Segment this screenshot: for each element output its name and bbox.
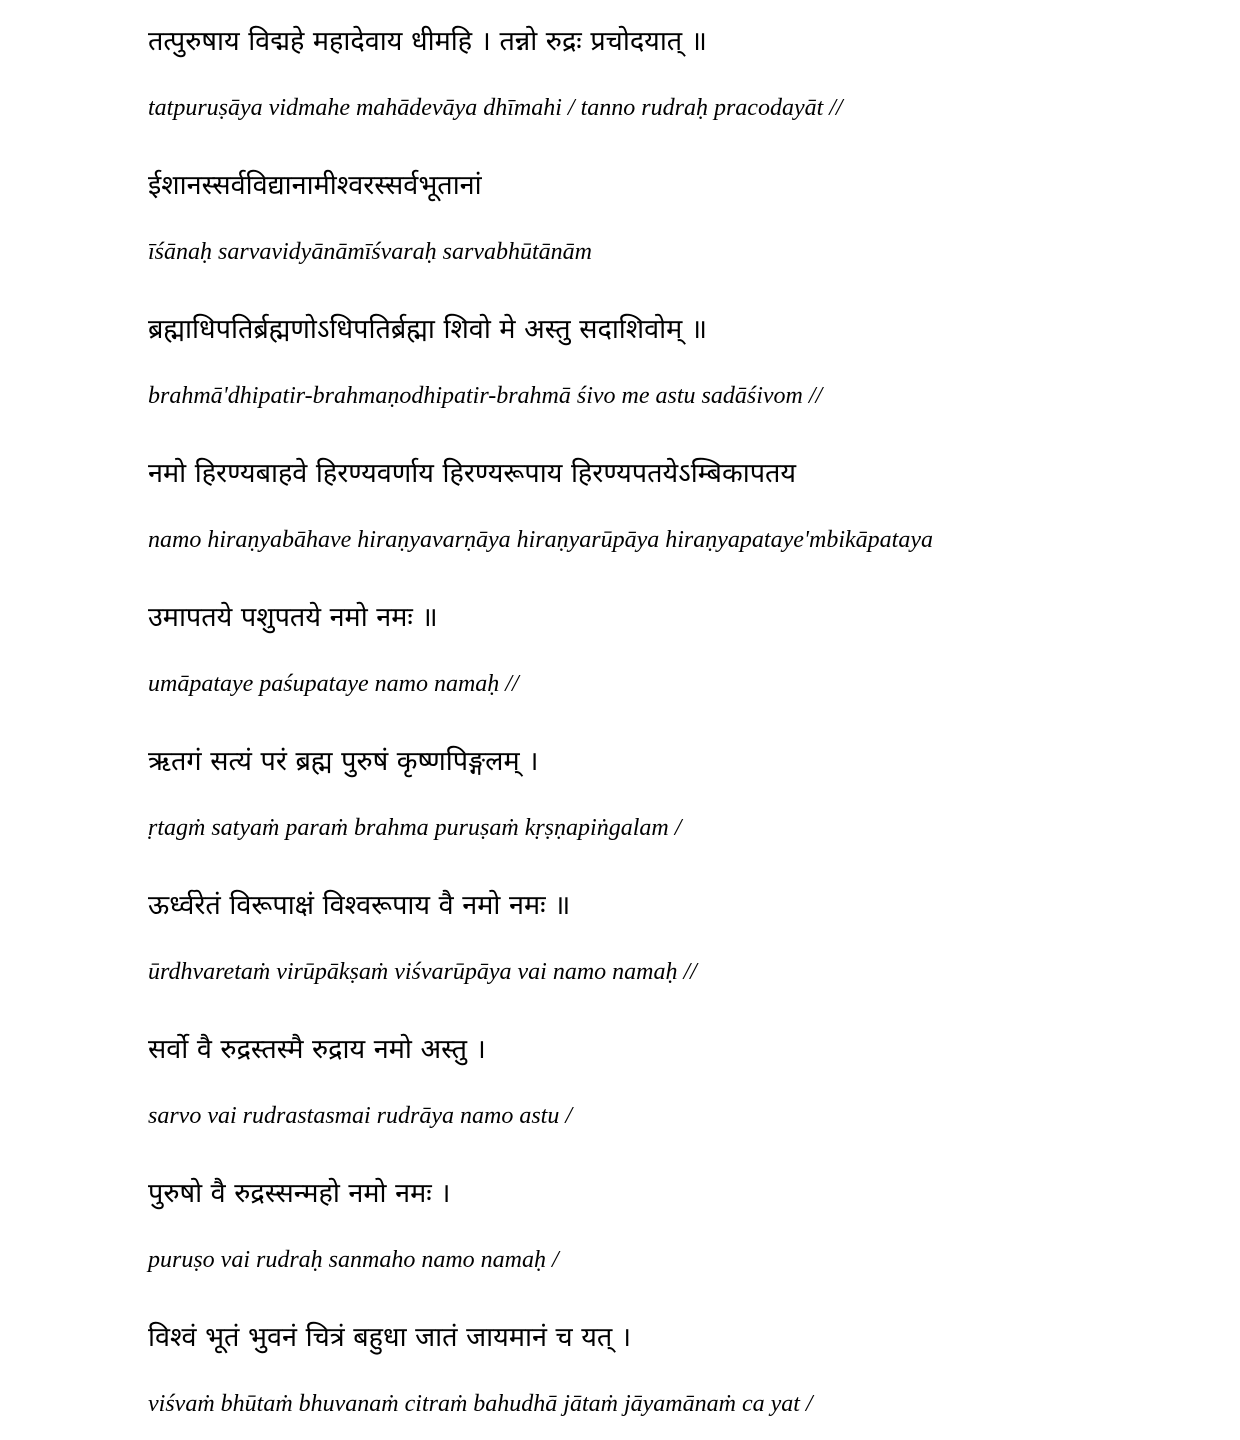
transliteration-line: brahmā'dhipatir-brahmaṇodhipatir-brahmā śivo me astu sadāśivom // — [148, 383, 823, 409]
verse-block — [148, 1152, 1228, 1296]
transliteration-line: viśvaṁ bhūtaṁ bhuvanaṁ citraṁ bahudhā jātaṁ jāyamānaṁ ca yat / — [148, 1391, 813, 1417]
verse-block — [148, 1296, 1228, 1440]
verse-block — [148, 144, 1228, 288]
verse-block — [148, 0, 1228, 144]
devanagari-line: तत्पुरुषाय विद्महे महादेवाय धीमहि । तन्नो रुद्रः प्रचोदयात् ॥ — [148, 26, 707, 57]
transliteration-line: tatpuruṣāya vidmahe mahādevāya dhīmahi / tanno rudraḥ pracodayāt // — [148, 95, 843, 121]
verse-block — [148, 576, 1228, 720]
transliteration-line: ṛtagṁ satyaṁ paraṁ brahma puruṣaṁ kṛṣṇapiṅgalam / — [148, 815, 682, 841]
devanagari-line: उमापतये पशुपतये नमो नमः ॥ — [148, 602, 438, 633]
document-page — [148, 0, 1228, 1440]
devanagari-line: ईशानस्सर्वविद्यानामीश्वरस्सर्वभूतानां — [148, 170, 482, 201]
transliteration-line: ūrdhvaretaṁ virūpākṣaṁ viśvarūpāya vai namo namaḥ // — [148, 959, 697, 985]
verse-block — [148, 1008, 1228, 1152]
devanagari-line: ऋतगं सत्यं परं ब्रह्म पुरुषं कृष्णपिङ्गलम् । — [148, 746, 539, 777]
verse-block — [148, 720, 1228, 864]
devanagari-line: सर्वो वै रुद्रस्तस्मै रुद्राय नमो अस्तु । — [148, 1034, 486, 1065]
devanagari-line: ब्रह्माधिपतिर्ब्रह्मणोऽधिपतिर्ब्रह्मा शिवो मे अस्तु सदाशिवोम् ॥ — [148, 314, 708, 345]
transliteration-line: īśānaḥ sarvavidyānāmīśvaraḥ sarvabhūtānām — [148, 239, 592, 265]
transliteration-line: namo hiraṇyabāhave hiraṇyavarṇāya hiraṇyarūpāya hiraṇyapataye'mbikāpataya — [148, 527, 933, 553]
verse-block — [148, 432, 1228, 576]
devanagari-line: विश्वं भूतं भुवनं चित्रं बहुधा जातं जायमानं च यत् । — [148, 1322, 632, 1353]
verse-block — [148, 288, 1228, 432]
devanagari-line: ऊर्ध्वरेतं विरूपाक्षं विश्वरूपाय वै नमो नमः ॥ — [148, 890, 571, 921]
transliteration-line: sarvo vai rudrastasmai rudrāya namo astu / — [148, 1103, 573, 1129]
transliteration-line: puruṣo vai rudraḥ sanmaho namo namaḥ / — [148, 1247, 559, 1273]
devanagari-line: नमो हिरण्यबाहवे हिरण्यवर्णाय हिरण्यरूपाय हिरण्यपतयेऽम्बिकापतय — [148, 458, 797, 489]
verse-block — [148, 864, 1228, 1008]
transliteration-line: umāpataye paśupataye namo namaḥ // — [148, 671, 519, 697]
devanagari-line: पुरुषो वै रुद्रस्सन्महो नमो नमः । — [148, 1178, 451, 1209]
